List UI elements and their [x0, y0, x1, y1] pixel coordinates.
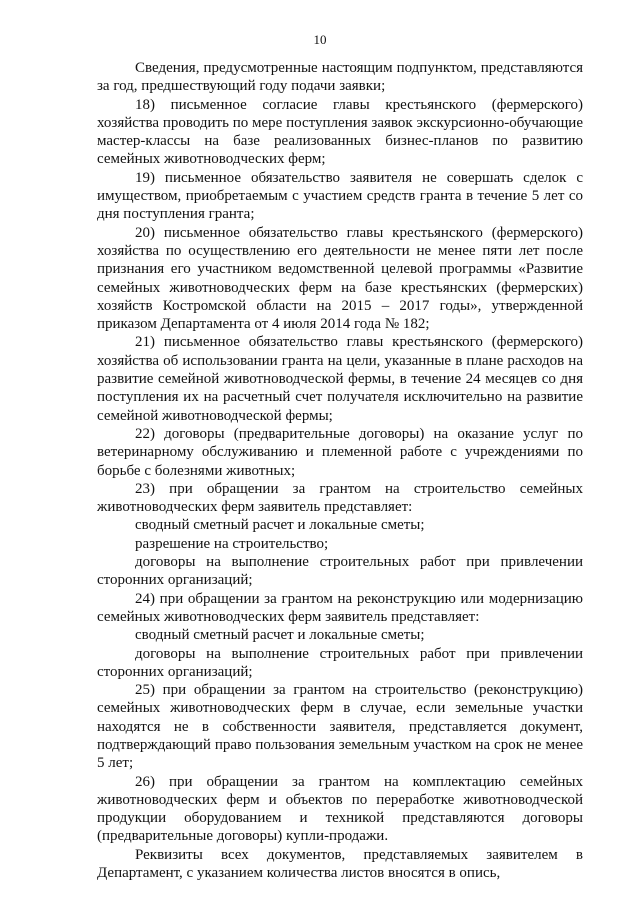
- paragraph: 25) при обращении за грантом на строительство (реконструкцию) семейных животноводческих ферм в случае, если земельные участки находятся не в собственности заявителя, представляется документ, подтверждающий право пользования земельным участком на срок не менее 5 лет;: [97, 682, 583, 772]
- document-body: [97, 59, 583, 882]
- paragraph: 22) договоры (предварительные договоры) на оказание услуг по ветеринарному обслуживанию и племенной работе с учреждениями по борьбе с болезнями животных;: [97, 425, 583, 479]
- paragraph: Сведения, предусмотренные настоящим подпунктом, представляются за год, предшествующий году подачи заявки;: [97, 60, 583, 95]
- paragraph: 20) письменное обязательство главы крестьянского (фермерского) хозяйства по осуществлению его деятельности не менее пяти лет после признания его участником ведомственной целевой программы «Развитие семейных животноводческих ферм на базе крестьянских (фермерских) хозяйств Костромской области на 2015 – 2017 годы», утвержденной приказом Департамента от 4 июля 2014 года № 182;: [97, 224, 583, 333]
- paragraph: сводный сметный расчет и локальные сметы;: [135, 627, 425, 644]
- paragraph: Реквизиты всех документов, представляемых заявителем в Департамент, с указанием количества листов вносятся в опись,: [97, 846, 583, 882]
- paragraph: 23) при обращении за грантом на строительство семейных животноводческих ферм заявитель представляет:: [97, 480, 583, 516]
- page-number: 10: [313, 32, 327, 47]
- paragraph: сводный сметный расчет и локальные сметы;: [135, 517, 425, 534]
- paragraph: 18) письменное согласие главы крестьянского (фермерского) хозяйства проводить по мере поступления заявок экскурсионно-обучающие мастер-классы на базе реализованных бизнес-планов по развитию семейных животноводческих ферм;: [97, 96, 583, 168]
- paragraph: договоры на выполнение строительных работ при привлечении сторонних организаций;: [97, 554, 583, 589]
- paragraph: 24) при обращении за грантом на реконструкцию или модернизацию семейных животноводческих ферм заявитель представляет:: [97, 590, 583, 625]
- paragraph: 19) письменное обязательство заявителя не совершать сделок с имуществом, приобретаемым с участием средств гранта в течение 5 лет со дня поступления гранта;: [97, 169, 583, 223]
- paragraph: договоры на выполнение строительных работ при привлечении сторонних организаций;: [97, 645, 583, 680]
- paragraph: 26) при обращении за грантом на комплектацию семейных животноводческих ферм и объектов по переработке животноводческой продукции оборудованием и техникой представляются договоры (предварительные договоры) купли-продажи.: [97, 773, 583, 845]
- paragraph: 21) письменное обязательство главы крестьянского (фермерского) хозяйства об использовании гранта на цели, указанные в плане расходов на развитие семейной животноводческой фермы, в течение 24 месяцев со дня поступления их на расчетный счет получателя исключительно на развитие семейной животноводческой фермы;: [97, 334, 583, 424]
- paragraph: разрешение на строительство;: [135, 535, 329, 552]
